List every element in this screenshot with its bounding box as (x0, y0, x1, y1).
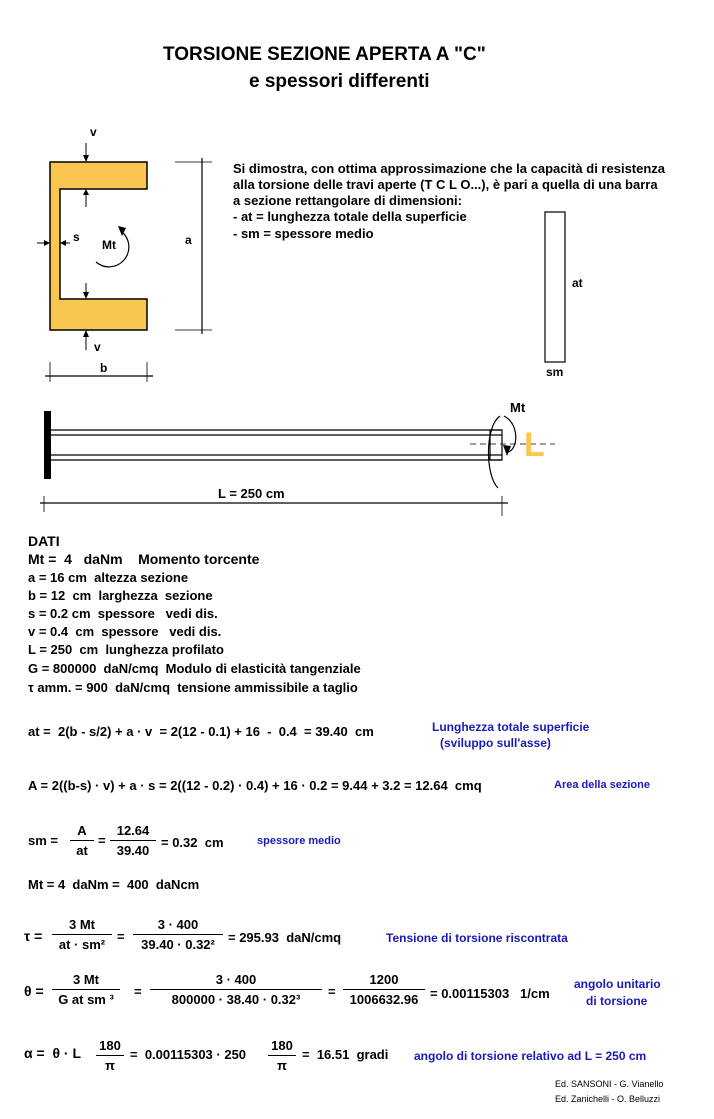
equals: = (117, 929, 125, 944)
fraction (343, 972, 425, 1007)
dati-line: L = 250 cm lunghezza profilato (28, 642, 224, 657)
fraction (268, 1038, 296, 1073)
credit-line: Ed. SANSONI - G. Vianello (555, 1079, 664, 1089)
numerator: 3 · 400 (133, 917, 223, 935)
denominator: G at sm ³ (58, 992, 114, 1007)
note-theta: angolo unitario (574, 977, 661, 991)
equals: = (98, 833, 106, 848)
numerator: 3 Mt (52, 917, 112, 935)
formula-tau-result: = 295.93 daN/cmq (228, 930, 342, 945)
numerator: 1200 (343, 972, 425, 990)
dati-line: s = 0.2 cm spessore vedi dis. (28, 606, 218, 621)
fraction (70, 823, 94, 858)
denominator: at · sm² (58, 937, 106, 952)
formula-sm-lhs: sm = (28, 833, 58, 848)
fraction (52, 972, 120, 1007)
dati-line: a = 16 cm altezza sezione (28, 570, 189, 585)
note-tau: Tensione di torsione riscontrata (386, 931, 568, 945)
fraction (110, 823, 156, 858)
dati-line: G = 800000 daN/cmq Modulo di elasticità tangenziale (28, 661, 361, 676)
formula-theta-result: = 0.00115303 1/cm (430, 986, 550, 1001)
intro-line: alla torsione delle travi aperte (T C L O...), è pari a quella di una barra (233, 177, 658, 192)
label-b: b (100, 361, 108, 375)
intro-line: - at = lunghezza totale della superficie (233, 209, 467, 224)
label-beam-L: L (524, 426, 545, 464)
label-sm: sm (546, 365, 564, 379)
dati-heading: DATI (28, 533, 60, 549)
beam-wall (44, 411, 51, 479)
dati-line: τ amm. = 900 daN/cmq tensione ammissibile a taglio (28, 680, 358, 695)
denominator: at (76, 843, 88, 858)
note-alpha: angolo di torsione relativo ad L = 250 cm (414, 1049, 647, 1063)
denominator: 800000 · 38.40 · 0.32³ (171, 992, 301, 1007)
formula-tau-lhs: τ = (24, 928, 43, 944)
fraction (133, 917, 223, 952)
intro-line: Si dimostra, con ottima approssimazione che la capacità di resistenza (233, 161, 666, 176)
equals: = (328, 984, 336, 999)
note-at: Lunghezza totale superficie (432, 720, 590, 734)
intro-line: a sezione rettangolare di dimensioni: (233, 193, 462, 208)
formula-alpha-mid: = 0.00115303 · 250 (130, 1047, 247, 1062)
intro-line: - sm = spessore medio (233, 226, 374, 241)
note-sm: spessore medio (257, 835, 341, 847)
label-v-bottom: v (94, 340, 101, 354)
page-subtitle: e spessori differenti (249, 71, 430, 92)
numerator: 180 (268, 1038, 296, 1056)
label-a: a (185, 233, 192, 247)
formula-sm-result: = 0.32 cm (161, 835, 224, 850)
denominator: 1006632.96 (349, 992, 419, 1007)
formula-at: at = 2(b - s/2) + a · v = 2(12 - 0.1) + 16 - 0.4 = 39.40 cm (28, 724, 374, 739)
dati-line: b = 12 cm larghezza sezione (28, 588, 213, 603)
numerator: 3 Mt (52, 972, 120, 990)
label-beam-length: L = 250 cm (218, 486, 285, 501)
formula-area: A = 2((b-s) · v) + a · s = 2((12 - 0.2) · 0.4) + 16 · 0.2 = 9.44 + 3.2 = 12.64 cmq (28, 778, 482, 793)
formula-alpha-result: = 16.51 gradi (302, 1047, 389, 1062)
numerator: A (70, 823, 94, 841)
denominator: 39.40 · 0.32² (141, 937, 215, 952)
c-section-shape (50, 162, 147, 330)
fraction (52, 917, 112, 952)
page-title: TORSIONE SEZIONE APERTA A "C" (163, 44, 486, 65)
fraction (96, 1038, 124, 1073)
note-theta-2: di torsione (586, 994, 648, 1008)
note-area: Area della sezione (554, 779, 650, 791)
label-s: s (73, 230, 80, 244)
fraction (150, 972, 322, 1007)
label-v-top: v (90, 125, 97, 139)
denominator: π (105, 1058, 115, 1073)
credit-line: Ed. Zanichelli - O. Belluzzi (555, 1094, 661, 1104)
numerator: 3 · 400 (150, 972, 322, 990)
numerator: 12.64 (110, 823, 156, 841)
label-mt: Mt (102, 238, 116, 252)
formula-theta-lhs: θ = (24, 983, 44, 999)
note-at-2: (sviluppo sull'asse) (440, 736, 551, 750)
dati-line: v = 0.4 cm spessore vedi dis. (28, 624, 222, 639)
equivalent-rect (545, 212, 565, 362)
numerator: 180 (96, 1038, 124, 1056)
formula-mt: Mt = 4 daNm = 400 daNcm (28, 877, 200, 892)
formula-alpha-lhs: α = θ · L (24, 1045, 82, 1061)
denominator: π (277, 1058, 287, 1073)
label-beam-mt: Mt (510, 400, 526, 415)
dati-line: Mt = 4 daNm Momento torcente (28, 551, 260, 567)
denominator: 39.40 (116, 843, 150, 858)
equals: = (134, 984, 142, 999)
label-at: at (572, 276, 583, 290)
